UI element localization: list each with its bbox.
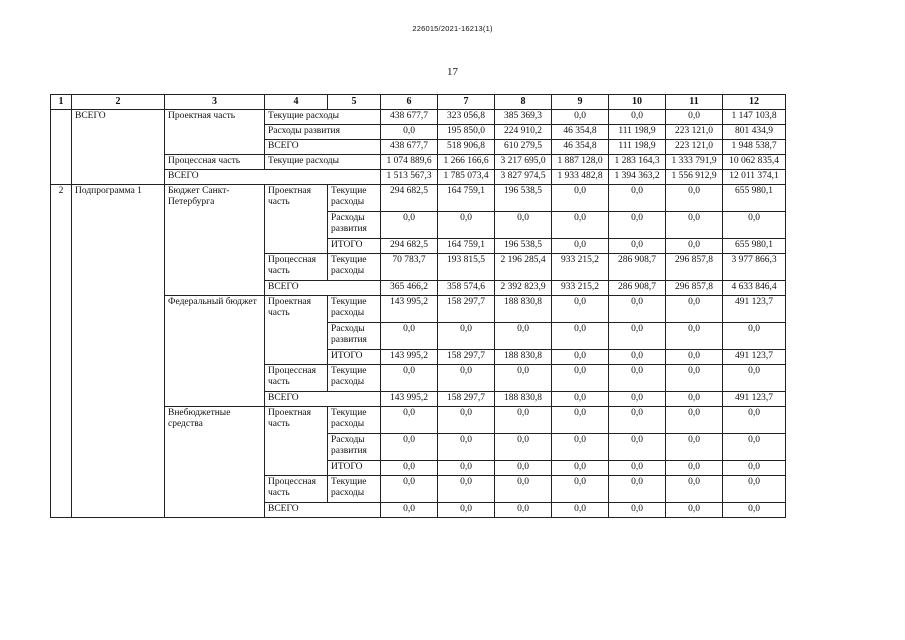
value-cell: 0,0 bbox=[552, 350, 609, 365]
value-cell: 0,0 bbox=[495, 476, 552, 503]
value-cell: 0,0 bbox=[723, 407, 786, 434]
value-cell: 0,0 bbox=[381, 476, 438, 503]
funding-part: Процессная часть bbox=[265, 476, 328, 503]
header-cell: 7 bbox=[438, 95, 495, 110]
value-cell: 2 392 823,9 bbox=[495, 281, 552, 296]
total-label: ВСЕГО bbox=[165, 170, 381, 185]
expense-type: Расходы развития bbox=[328, 323, 381, 350]
expense-type: ИТОГО bbox=[328, 350, 381, 365]
value-cell: 0,0 bbox=[381, 434, 438, 461]
value-cell: 111 198,9 bbox=[609, 125, 666, 140]
expense-type: ИТОГО bbox=[328, 239, 381, 254]
value-cell: 0,0 bbox=[723, 476, 786, 503]
value-cell: 0,0 bbox=[381, 365, 438, 392]
header-cell: 9 bbox=[552, 95, 609, 110]
value-cell: 10 062 835,4 bbox=[723, 155, 786, 170]
value-cell: 385 369,3 bbox=[495, 110, 552, 125]
value-cell: 0,0 bbox=[666, 434, 723, 461]
value-cell: 0,0 bbox=[609, 239, 666, 254]
value-cell: 0,0 bbox=[495, 323, 552, 350]
value-cell: 0,0 bbox=[609, 212, 666, 239]
header-cell: 6 bbox=[381, 95, 438, 110]
program-name: ВСЕГО bbox=[72, 110, 165, 185]
value-cell: 0,0 bbox=[552, 212, 609, 239]
value-cell: 0,0 bbox=[723, 434, 786, 461]
value-cell: 610 279,5 bbox=[495, 140, 552, 155]
value-cell: 0,0 bbox=[666, 323, 723, 350]
value-cell: 0,0 bbox=[552, 296, 609, 323]
value-cell: 0,0 bbox=[609, 503, 666, 518]
header-cell: 1 bbox=[51, 95, 72, 110]
value-cell: 286 908,7 bbox=[609, 281, 666, 296]
value-cell: 0,0 bbox=[438, 365, 495, 392]
value-cell: 0,0 bbox=[552, 185, 609, 212]
value-cell: 188 830,8 bbox=[495, 296, 552, 323]
value-cell: 491 123,7 bbox=[723, 296, 786, 323]
value-cell: 0,0 bbox=[495, 407, 552, 434]
value-cell: 933 215,2 bbox=[552, 281, 609, 296]
value-cell: 0,0 bbox=[609, 392, 666, 407]
value-cell: 0,0 bbox=[723, 365, 786, 392]
value-cell: 286 908,7 bbox=[609, 254, 666, 281]
funding-part: Процессная часть bbox=[265, 365, 328, 392]
value-cell: 0,0 bbox=[552, 323, 609, 350]
value-cell: 0,0 bbox=[438, 407, 495, 434]
expense-type: Текущие расходы bbox=[328, 296, 381, 323]
value-cell: 0,0 bbox=[723, 503, 786, 518]
value-cell: 223 121,0 bbox=[666, 140, 723, 155]
budget-table bbox=[50, 94, 786, 518]
value-cell: 1 333 791,9 bbox=[666, 155, 723, 170]
value-cell: 195 850,0 bbox=[438, 125, 495, 140]
funding-part: Проектная часть bbox=[165, 110, 265, 155]
total-label: ВСЕГО bbox=[265, 392, 381, 407]
expense-type: Расходы развития bbox=[265, 125, 381, 140]
value-cell: 4 633 846,4 bbox=[723, 281, 786, 296]
program-name: Подпрограмма 1 bbox=[72, 185, 165, 518]
funding-source: Федеральный бюджет bbox=[165, 296, 265, 407]
value-cell: 0,0 bbox=[552, 110, 609, 125]
value-cell: 1 887 128,0 bbox=[552, 155, 609, 170]
value-cell: 0,0 bbox=[438, 503, 495, 518]
value-cell: 933 215,2 bbox=[552, 254, 609, 281]
funding-source: Внебюджетные средства bbox=[165, 407, 265, 518]
value-cell: 0,0 bbox=[666, 503, 723, 518]
value-cell: 518 906,8 bbox=[438, 140, 495, 155]
value-cell: 0,0 bbox=[666, 296, 723, 323]
funding-part: Проектная часть bbox=[265, 296, 328, 365]
value-cell: 70 783,7 bbox=[381, 254, 438, 281]
value-cell: 1 513 567,3 bbox=[381, 170, 438, 185]
funding-part: Процессная часть bbox=[265, 254, 328, 281]
value-cell: 188 830,8 bbox=[495, 350, 552, 365]
value-cell: 143 995,2 bbox=[381, 296, 438, 323]
value-cell: 0,0 bbox=[438, 323, 495, 350]
expense-type: Текущие расходы bbox=[328, 476, 381, 503]
value-cell: 111 198,9 bbox=[609, 140, 666, 155]
table-row bbox=[51, 110, 786, 125]
value-cell: 0,0 bbox=[609, 476, 666, 503]
value-cell: 0,0 bbox=[495, 434, 552, 461]
expense-type: Текущие расходы bbox=[265, 110, 381, 125]
header-cell: 11 bbox=[666, 95, 723, 110]
value-cell: 655 980,1 bbox=[723, 185, 786, 212]
expense-type: Текущие расходы bbox=[328, 407, 381, 434]
value-cell: 296 857,8 bbox=[666, 254, 723, 281]
value-cell: 0,0 bbox=[495, 503, 552, 518]
header-cell: 12 bbox=[723, 95, 786, 110]
value-cell: 0,0 bbox=[552, 434, 609, 461]
value-cell: 12 011 374,1 bbox=[723, 170, 786, 185]
value-cell: 0,0 bbox=[381, 125, 438, 140]
value-cell: 0,0 bbox=[381, 323, 438, 350]
expense-type: ВСЕГО bbox=[265, 140, 381, 155]
header-cell: 10 bbox=[609, 95, 666, 110]
row-number: 2 bbox=[51, 185, 72, 518]
value-cell: 0,0 bbox=[609, 323, 666, 350]
value-cell: 196 538,5 bbox=[495, 239, 552, 254]
table-row bbox=[51, 185, 786, 212]
value-cell: 0,0 bbox=[609, 350, 666, 365]
value-cell: 0,0 bbox=[609, 296, 666, 323]
value-cell: 0,0 bbox=[495, 365, 552, 392]
value-cell: 294 682,5 bbox=[381, 185, 438, 212]
value-cell: 3 827 974,5 bbox=[495, 170, 552, 185]
value-cell: 0,0 bbox=[438, 212, 495, 239]
value-cell: 0,0 bbox=[666, 392, 723, 407]
value-cell: 0,0 bbox=[495, 212, 552, 239]
header-cell: 2 bbox=[72, 95, 165, 110]
value-cell: 0,0 bbox=[438, 461, 495, 476]
value-cell: 0,0 bbox=[552, 503, 609, 518]
funding-part: Проектная часть bbox=[265, 407, 328, 476]
header-row bbox=[51, 95, 786, 110]
value-cell: 0,0 bbox=[666, 239, 723, 254]
header-cell: 4 bbox=[265, 95, 328, 110]
row-number bbox=[51, 110, 72, 185]
value-cell: 0,0 bbox=[609, 365, 666, 392]
value-cell: 0,0 bbox=[381, 461, 438, 476]
expense-type: Текущие расходы bbox=[328, 365, 381, 392]
expense-type: Текущие расходы bbox=[265, 155, 381, 170]
value-cell: 46 354,8 bbox=[552, 125, 609, 140]
value-cell: 1 283 164,3 bbox=[609, 155, 666, 170]
value-cell: 0,0 bbox=[552, 476, 609, 503]
value-cell: 0,0 bbox=[723, 212, 786, 239]
value-cell: 188 830,8 bbox=[495, 392, 552, 407]
value-cell: 801 434,9 bbox=[723, 125, 786, 140]
value-cell: 0,0 bbox=[381, 407, 438, 434]
value-cell: 2 196 285,4 bbox=[495, 254, 552, 281]
value-cell: 0,0 bbox=[609, 434, 666, 461]
value-cell: 294 682,5 bbox=[381, 239, 438, 254]
value-cell: 0,0 bbox=[552, 239, 609, 254]
value-cell: 1 948 538,7 bbox=[723, 140, 786, 155]
value-cell: 0,0 bbox=[666, 110, 723, 125]
expense-type: Расходы развития bbox=[328, 212, 381, 239]
value-cell: 0,0 bbox=[666, 461, 723, 476]
value-cell: 46 354,8 bbox=[552, 140, 609, 155]
value-cell: 3 977 866,3 bbox=[723, 254, 786, 281]
value-cell: 0,0 bbox=[552, 461, 609, 476]
value-cell: 438 677,7 bbox=[381, 110, 438, 125]
value-cell: 655 980,1 bbox=[723, 239, 786, 254]
value-cell: 0,0 bbox=[666, 407, 723, 434]
value-cell: 438 677,7 bbox=[381, 140, 438, 155]
value-cell: 1 933 482,8 bbox=[552, 170, 609, 185]
value-cell: 358 574,6 bbox=[438, 281, 495, 296]
expense-type: ИТОГО bbox=[328, 461, 381, 476]
value-cell: 193 815,5 bbox=[438, 254, 495, 281]
value-cell: 0,0 bbox=[609, 185, 666, 212]
value-cell: 0,0 bbox=[438, 476, 495, 503]
value-cell: 0,0 bbox=[495, 461, 552, 476]
value-cell: 0,0 bbox=[666, 476, 723, 503]
value-cell: 0,0 bbox=[666, 212, 723, 239]
value-cell: 1 074 889,6 bbox=[381, 155, 438, 170]
total-label: ВСЕГО bbox=[265, 503, 381, 518]
value-cell: 164 759,1 bbox=[438, 185, 495, 212]
document-id: 226015/2021-16213(1) bbox=[412, 24, 493, 33]
value-cell: 143 995,2 bbox=[381, 350, 438, 365]
value-cell: 1 147 103,8 bbox=[723, 110, 786, 125]
expense-type: Расходы развития bbox=[328, 434, 381, 461]
value-cell: 143 995,2 bbox=[381, 392, 438, 407]
value-cell: 224 910,2 bbox=[495, 125, 552, 140]
value-cell: 0,0 bbox=[666, 365, 723, 392]
header-cell: 3 bbox=[165, 95, 265, 110]
value-cell: 0,0 bbox=[552, 407, 609, 434]
funding-source: Бюджет Санкт-Петербурга bbox=[165, 185, 265, 296]
expense-type: Текущие расходы bbox=[328, 254, 381, 281]
value-cell: 323 056,8 bbox=[438, 110, 495, 125]
header-cell: 8 bbox=[495, 95, 552, 110]
value-cell: 196 538,5 bbox=[495, 185, 552, 212]
value-cell: 1 266 166,6 bbox=[438, 155, 495, 170]
value-cell: 0,0 bbox=[552, 365, 609, 392]
value-cell: 164 759,1 bbox=[438, 239, 495, 254]
header-cell: 5 bbox=[328, 95, 381, 110]
value-cell: 1 785 073,4 bbox=[438, 170, 495, 185]
value-cell: 0,0 bbox=[552, 392, 609, 407]
funding-part: Процессная часть bbox=[165, 155, 265, 170]
value-cell: 1 556 912,9 bbox=[666, 170, 723, 185]
value-cell: 0,0 bbox=[609, 407, 666, 434]
value-cell: 0,0 bbox=[723, 461, 786, 476]
value-cell: 0,0 bbox=[438, 434, 495, 461]
value-cell: 0,0 bbox=[666, 185, 723, 212]
total-label: ВСЕГО bbox=[265, 281, 381, 296]
value-cell: 223 121,0 bbox=[666, 125, 723, 140]
value-cell: 0,0 bbox=[723, 323, 786, 350]
value-cell: 491 123,7 bbox=[723, 392, 786, 407]
value-cell: 0,0 bbox=[381, 503, 438, 518]
value-cell: 0,0 bbox=[609, 110, 666, 125]
value-cell: 491 123,7 bbox=[723, 350, 786, 365]
value-cell: 158 297,7 bbox=[438, 392, 495, 407]
page-number: 17 bbox=[447, 66, 458, 78]
expense-type: Текущие расходы bbox=[328, 185, 381, 212]
value-cell: 0,0 bbox=[381, 212, 438, 239]
value-cell: 365 466,2 bbox=[381, 281, 438, 296]
value-cell: 0,0 bbox=[609, 461, 666, 476]
value-cell: 296 857,8 bbox=[666, 281, 723, 296]
value-cell: 3 217 695,0 bbox=[495, 155, 552, 170]
funding-part: Проектная часть bbox=[265, 185, 328, 254]
value-cell: 1 394 363,2 bbox=[609, 170, 666, 185]
value-cell: 0,0 bbox=[666, 350, 723, 365]
value-cell: 158 297,7 bbox=[438, 296, 495, 323]
value-cell: 158 297,7 bbox=[438, 350, 495, 365]
